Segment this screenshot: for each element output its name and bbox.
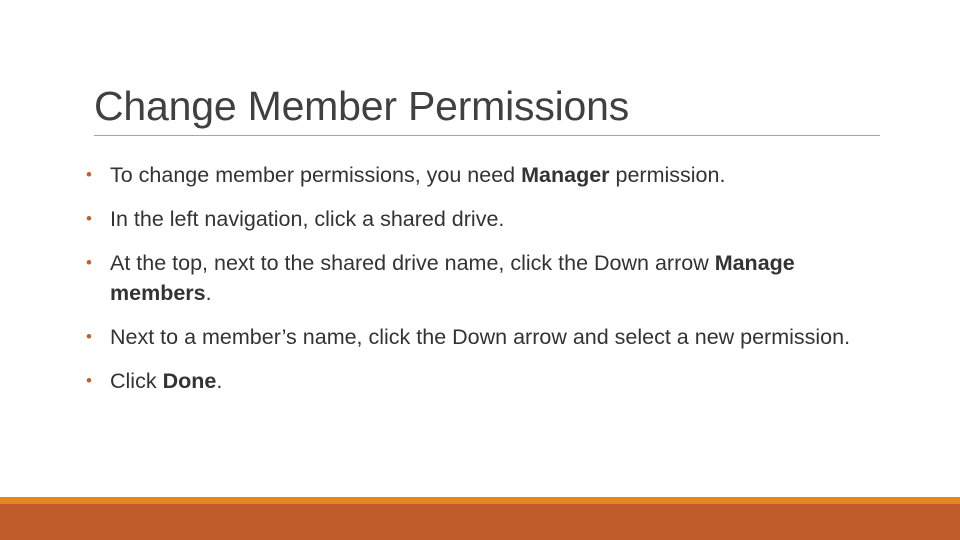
bullet-icon: • (86, 165, 92, 184)
bullet-item (86, 322, 876, 352)
bullet-text: To change member permissions, you need (110, 163, 522, 187)
bullet-item (86, 366, 876, 396)
bullet-bold-text: Manage members (110, 251, 795, 305)
bullet-bold-text: Manager (521, 163, 610, 187)
bullet-text: Click (110, 369, 163, 393)
bullet-text: In the left navigation, click a shared drive. (110, 207, 505, 231)
bullet-text: At the top, next to the shared drive name, click the Down arrow (110, 251, 715, 275)
footer-bar (0, 504, 960, 540)
bullet-icon: • (86, 327, 92, 346)
title-divider (94, 135, 880, 136)
bullet-item (86, 204, 876, 234)
bullet-text: Next to a member’s name, click the Down arrow and select a new permission. (110, 325, 851, 349)
footer-accent-bar (0, 497, 960, 504)
bullet-text: permission. (609, 163, 726, 187)
bullet-icon: • (86, 209, 92, 228)
bullet-bold-text: Done (162, 369, 217, 393)
bullet-list (86, 160, 876, 396)
bullet-text: . (205, 281, 212, 305)
bullet-item (86, 248, 876, 308)
bullet-text: . (216, 369, 223, 393)
bullet-item (86, 160, 876, 190)
slide-title: Change Member Permissions (94, 83, 630, 129)
bullet-icon: • (86, 253, 92, 272)
bullet-icon: • (86, 371, 92, 390)
